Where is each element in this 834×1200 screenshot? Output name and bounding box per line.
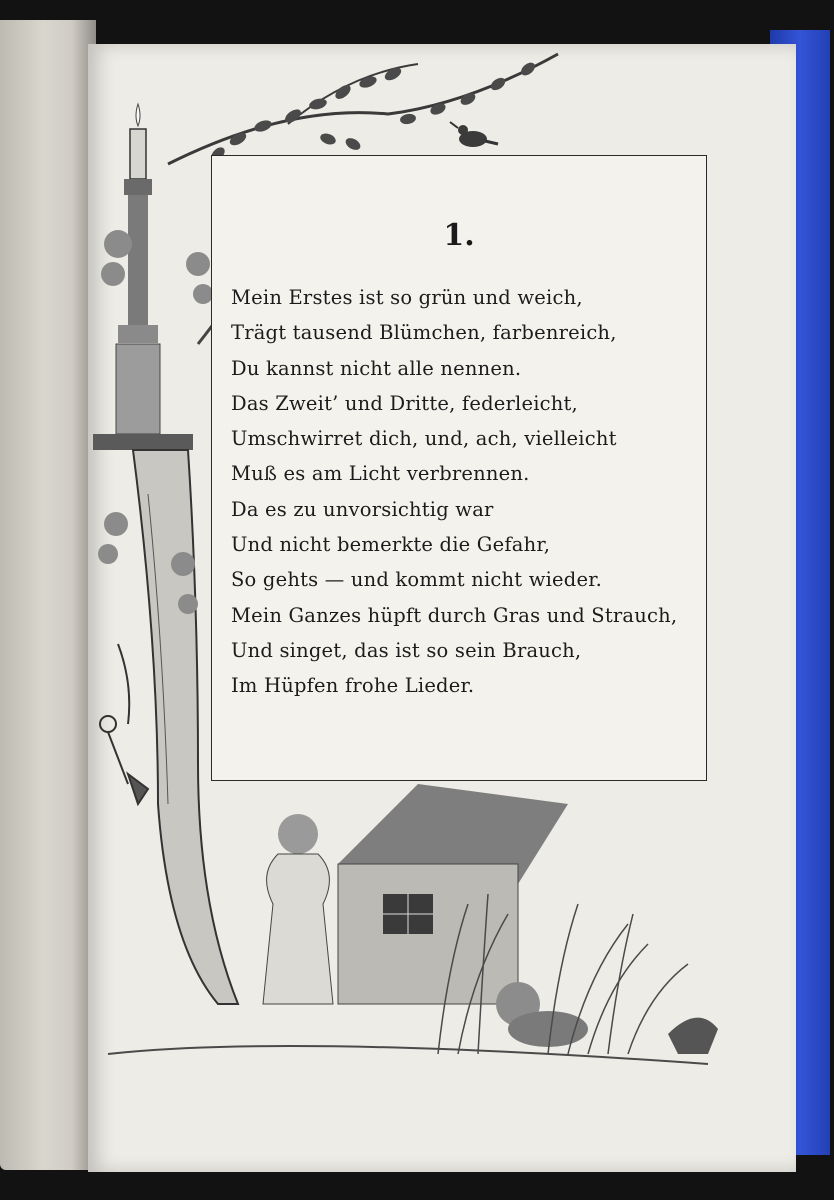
poem-line: So gehts — und kommt nicht wieder. <box>231 568 602 592</box>
poem-line: Da es zu unvorsichtig war <box>231 497 494 521</box>
child-in-grass-illustration <box>496 982 718 1054</box>
poem-line: Und nicht bemerkte die Gefahr, <box>231 533 551 557</box>
poem-line: Das Zweit’ und Dritte, federleicht, <box>231 391 578 415</box>
poem-line: Trägt tausend Blümchen, farbenreich, <box>231 321 617 345</box>
book-page <box>88 44 796 1172</box>
poem-number: 1. <box>443 218 475 253</box>
poem-line: Mein Erstes ist so grün und weich, <box>231 286 583 309</box>
poem-line: Im Hüpfen frohe Lieder. <box>231 674 475 698</box>
poem-line: Umschwirret dich, und, ach, vielleicht <box>231 427 617 451</box>
poem-line: Und singet, das ist so sein Brauch, <box>231 638 582 662</box>
leafy-branch-illustration <box>168 54 558 164</box>
house-illustration <box>338 784 568 1004</box>
poem-lines <box>231 280 701 704</box>
poem-line: Mein Ganzes hüpft durch Gras und Strauch, <box>231 603 678 627</box>
bird-illustration <box>450 122 498 147</box>
hanging-tools-illustration <box>100 644 148 804</box>
poem-frame <box>211 155 707 781</box>
left-facing-page <box>0 20 96 1170</box>
poem-line: Muß es am Licht verbrennen. <box>231 462 530 486</box>
poem-line: Du kannst nicht alle nennen. <box>231 356 522 380</box>
girl-figure-illustration <box>263 814 333 1004</box>
